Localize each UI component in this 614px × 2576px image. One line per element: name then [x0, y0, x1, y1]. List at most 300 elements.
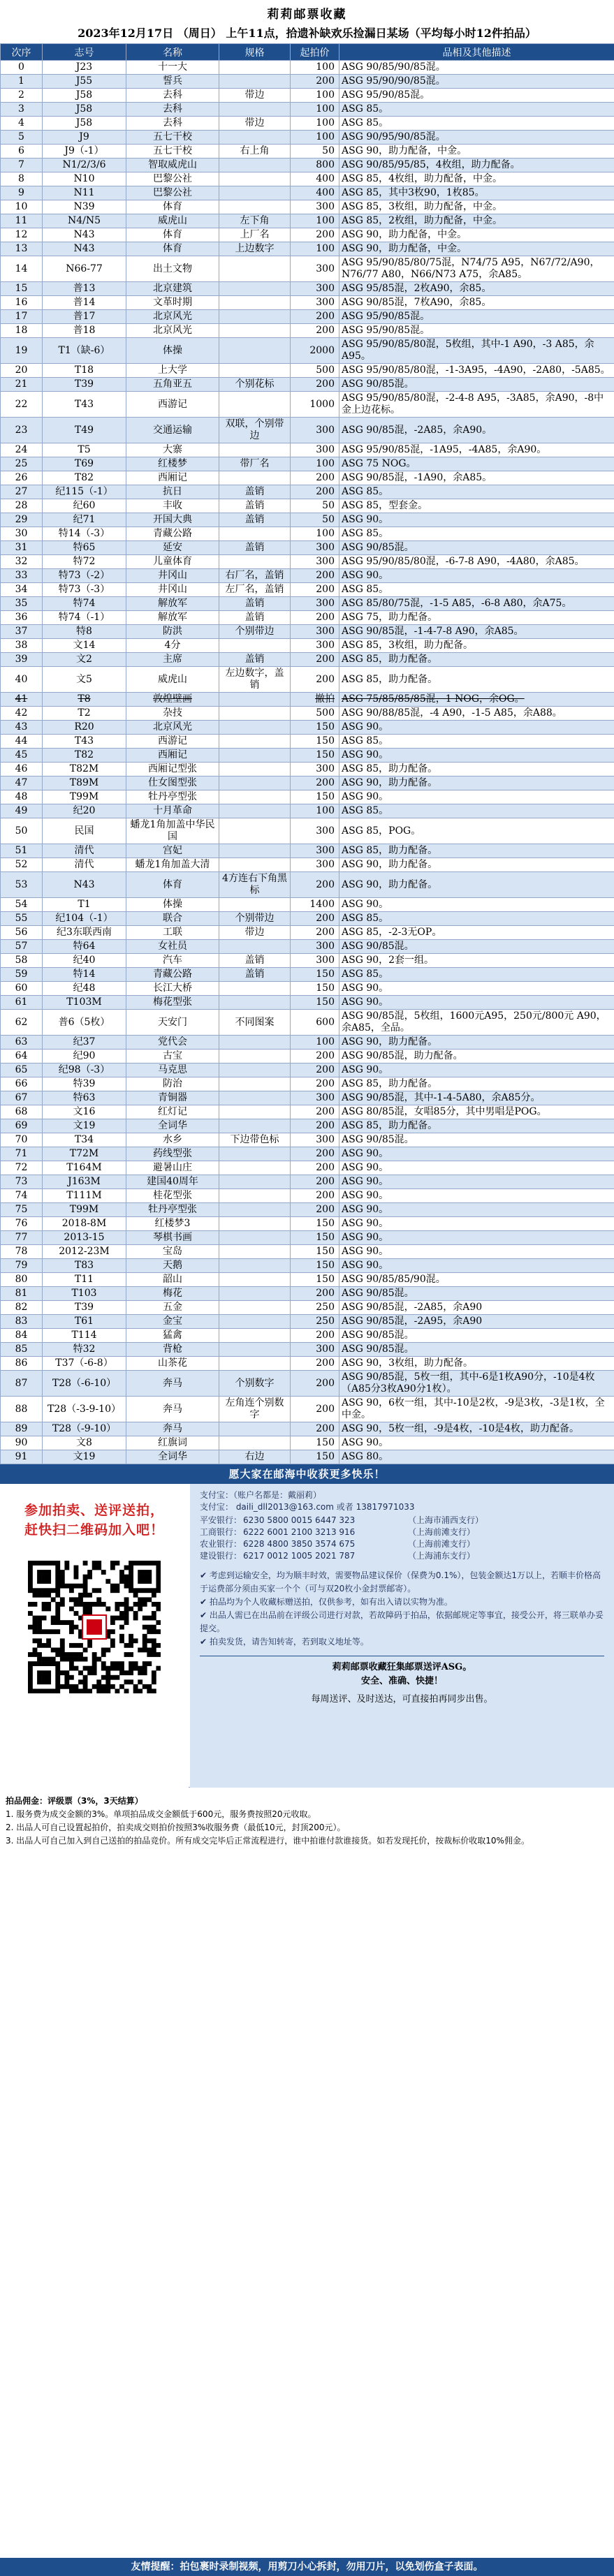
table-row — [1, 364, 614, 378]
lot-name: 五金 — [126, 1301, 219, 1315]
lot-start-price: 600 — [291, 1010, 339, 1036]
lot-number: 50 — [1, 818, 43, 844]
lot-number: 15 — [1, 282, 43, 296]
lot-catalog-id: T43 — [43, 392, 126, 418]
lot-name: 誓兵 — [126, 75, 219, 89]
column-header: 次序 — [1, 44, 43, 61]
lot-catalog-id: T114 — [43, 1329, 126, 1343]
table-row — [1, 1343, 614, 1357]
lot-description: ASG 90/85/95/85，4枚组，助力配备。 — [339, 159, 614, 172]
footer-item: 1. 服务费为成交金额的3%。单项拍品成交金额低于600元，服务费按照20元收取。 — [6, 1809, 316, 1819]
lot-number: 73 — [1, 1175, 43, 1189]
table-row — [1, 159, 614, 172]
lot-number: 67 — [1, 1091, 43, 1105]
lot-catalog-id: J9 — [43, 131, 126, 145]
lot-number: 72 — [1, 1161, 43, 1175]
bank-account: 6217 0012 1005 2021 787 — [243, 1551, 356, 1561]
lot-start-price: 300 — [291, 418, 339, 443]
lot-start-price: 300 — [291, 818, 339, 844]
qr-code-icon[interactable] — [28, 1561, 161, 1693]
notes-list — [190, 1562, 614, 1649]
lot-name: 北京风光 — [126, 721, 219, 735]
lot-start-price: 150 — [291, 1450, 339, 1464]
lot-number: 33 — [1, 569, 43, 583]
table-row — [1, 296, 614, 310]
lot-description: ASG 80/85混，女唱85分，其中男唱是POG。 — [339, 1105, 614, 1119]
lot-spec — [219, 940, 291, 954]
footer-items — [6, 1808, 608, 1848]
lot-number: 63 — [1, 1036, 43, 1050]
lot-description: ASG 85。 — [339, 103, 614, 117]
lot-start-price: 200 — [291, 471, 339, 485]
lot-name: 主席 — [126, 653, 219, 667]
lot-name: 井冈山 — [126, 569, 219, 583]
lot-description: ASG 95/90/85/80/75混，N74/75 A95，N67/72/A90，N76/77 A80，N66/N73 A75，余A85。 — [339, 256, 614, 282]
lot-description: ASG 90。 — [339, 898, 614, 912]
lot-number: 60 — [1, 982, 43, 996]
lot-spec: 左边数字，盖销 — [219, 667, 291, 693]
lot-spec: 下边带色标 — [219, 1133, 291, 1147]
lot-name: 上大学 — [126, 364, 219, 378]
lot-number: 35 — [1, 597, 43, 611]
lot-catalog-id: T89M — [43, 777, 126, 790]
table-row — [1, 667, 614, 693]
lot-description: ASG 90/85混，-1-4-7-8 A90，余A85。 — [339, 625, 614, 639]
info-section — [0, 1484, 614, 1788]
table-row — [1, 1436, 614, 1450]
lot-number: 68 — [1, 1105, 43, 1119]
lot-spec — [219, 1189, 291, 1203]
lot-number: 12 — [1, 228, 43, 242]
lot-catalog-id: 纪20 — [43, 804, 126, 818]
lot-start-price: 100 — [291, 117, 339, 131]
lot-name: 杂技 — [126, 707, 219, 721]
lot-number: 20 — [1, 364, 43, 378]
lot-description: ASG 90。 — [339, 790, 614, 804]
lot-description: ASG 90。 — [339, 749, 614, 763]
lot-number: 37 — [1, 625, 43, 639]
bank-name: 建设银行： — [200, 1551, 242, 1561]
lot-catalog-id: T61 — [43, 1315, 126, 1329]
lot-number: 56 — [1, 926, 43, 940]
lot-description: ASG 90。 — [339, 569, 614, 583]
lot-spec — [219, 1301, 291, 1315]
lot-number: 34 — [1, 583, 43, 597]
table-row — [1, 858, 614, 872]
lot-catalog-id: T34 — [43, 1133, 126, 1147]
table-row — [1, 200, 614, 214]
lot-start-price: 200 — [291, 378, 339, 392]
lot-spec — [219, 1259, 291, 1273]
lot-description: ASG 90。 — [339, 1259, 614, 1273]
lot-description: ASG 95/90/85混。 — [339, 324, 614, 338]
lot-name: 药线型张 — [126, 1147, 219, 1161]
table-row — [1, 485, 614, 499]
lot-name: 解放军 — [126, 597, 219, 611]
lot-description: ASG 95/90/85混。 — [339, 89, 614, 103]
lot-spec — [219, 996, 291, 1010]
lot-spec — [219, 103, 291, 117]
lot-start-price: 200 — [291, 1397, 339, 1422]
lot-description: ASG 90/85混。 — [339, 378, 614, 392]
lot-table-body — [1, 61, 614, 1464]
lot-number: 1 — [1, 75, 43, 89]
lot-catalog-id: 纪115（-1） — [43, 485, 126, 499]
table-row — [1, 1105, 614, 1119]
lot-spec — [219, 1036, 291, 1050]
lot-number: 27 — [1, 485, 43, 499]
lot-spec — [219, 1231, 291, 1245]
lot-name: 体育 — [126, 242, 219, 256]
table-row — [1, 1189, 614, 1203]
lot-start-price: 200 — [291, 583, 339, 597]
lot-description: ASG 90。 — [339, 982, 614, 996]
lot-catalog-id: T83 — [43, 1259, 126, 1273]
footer-title: 拍品佣金：评级票（3%，3天结算） — [6, 1796, 143, 1806]
table-row — [1, 1329, 614, 1343]
lot-number: 11 — [1, 214, 43, 228]
lot-description: ASG 90，5枚一组，-9是4枚，-10是4枚，助力配备。 — [339, 1422, 614, 1436]
lot-catalog-id: 文8 — [43, 1436, 126, 1450]
lot-start-price: 300 — [291, 200, 339, 214]
lot-spec — [219, 1050, 291, 1063]
lot-description: ASG 85。 — [339, 804, 614, 818]
lot-name: 蟠龙1角加盖中华民国 — [126, 818, 219, 844]
lot-name: 红楼梦3 — [126, 1217, 219, 1231]
lot-number: 28 — [1, 499, 43, 513]
table-row — [1, 735, 614, 749]
lot-catalog-id: 文19 — [43, 1450, 126, 1464]
lot-spec — [219, 1287, 291, 1301]
lot-catalog-id: 普17 — [43, 310, 126, 324]
table-row — [1, 186, 614, 200]
lot-description: ASG 95/85混，2枚A90，余85。 — [339, 282, 614, 296]
lot-number: 58 — [1, 954, 43, 968]
lot-catalog-id: 2013-15 — [43, 1231, 126, 1245]
lot-name: 去科 — [126, 103, 219, 117]
lot-start-price: 2000 — [291, 338, 339, 364]
lot-catalog-id: T8 — [43, 693, 126, 707]
lot-catalog-id: 纪104（-1） — [43, 912, 126, 926]
lot-description: ASG 80。 — [339, 1450, 614, 1464]
lot-description: ASG 90/85混。 — [339, 940, 614, 954]
lot-name: 琴棋书画 — [126, 1231, 219, 1245]
lot-start-price: 200 — [291, 485, 339, 499]
lot-name: 山茶花 — [126, 1357, 219, 1371]
lot-name: 西游记 — [126, 735, 219, 749]
table-row — [1, 1371, 614, 1397]
lot-name: 奔马 — [126, 1422, 219, 1436]
table-row — [1, 1010, 614, 1036]
lot-description: ASG 85，助力配备。 — [339, 763, 614, 777]
table-row — [1, 569, 614, 583]
footer-item: 2. 出品人可自己设置起拍价，拍卖成交则拍价按照3%收服务费（最低10元，封顶200元）。 — [6, 1823, 346, 1832]
lot-name: 体育 — [126, 200, 219, 214]
sign-line-2: 安全、准确、快捷！ — [360, 1676, 443, 1686]
table-row — [1, 117, 614, 131]
table-row — [1, 1397, 614, 1422]
lot-description: ASG 90。 — [339, 1063, 614, 1077]
lot-number: 88 — [1, 1397, 43, 1422]
lot-spec — [219, 777, 291, 790]
table-row — [1, 1245, 614, 1259]
lot-start-price: 100 — [291, 242, 339, 256]
lot-spec — [219, 61, 291, 75]
lot-start-price: 200 — [291, 1147, 339, 1161]
bank-row — [200, 1515, 614, 1526]
lot-start-price: 200 — [291, 1422, 339, 1436]
sign-line-1: 莉莉邮票收藏狂集邮票送评ASG。 — [332, 1662, 472, 1672]
table-row — [1, 338, 614, 364]
lot-spec — [219, 324, 291, 338]
lot-spec — [219, 790, 291, 804]
lot-start-price: 200 — [291, 1119, 339, 1133]
lot-catalog-id: T82 — [43, 749, 126, 763]
lot-number: 48 — [1, 790, 43, 804]
lot-start-price: 200 — [291, 75, 339, 89]
lot-number: 52 — [1, 858, 43, 872]
lot-start-price: 150 — [291, 968, 339, 982]
lot-start-price: 500 — [291, 707, 339, 721]
table-row — [1, 996, 614, 1010]
note-item: ✔ 拍品均为个人收藏标赠送拍，仅供参考，如有出入请以实物为准。 — [200, 1597, 453, 1607]
lot-start-price: 100 — [291, 804, 339, 818]
lot-number: 75 — [1, 1203, 43, 1217]
lot-spec: 右厂名，盖销 — [219, 569, 291, 583]
lot-spec — [219, 639, 291, 653]
lot-start-price: 200 — [291, 1329, 339, 1343]
lot-description: ASG 90/85/85/90混。 — [339, 1273, 614, 1287]
lot-catalog-id: J9（-1） — [43, 145, 126, 159]
lot-start-price: 200 — [291, 912, 339, 926]
lot-spec: 上厂名 — [219, 228, 291, 242]
lot-catalog-id: 特14 — [43, 968, 126, 982]
lot-description: ASG 85，3枚组，助力配备。 — [339, 639, 614, 653]
lot-number: 81 — [1, 1287, 43, 1301]
lot-description: ASG 85。 — [339, 485, 614, 499]
lot-catalog-id: 特39 — [43, 1077, 126, 1091]
table-row — [1, 763, 614, 777]
lot-description: ASG 90。 — [339, 1147, 614, 1161]
lot-description: ASG 90，2套一组。 — [339, 954, 614, 968]
lot-start-price: 200 — [291, 1371, 339, 1397]
lot-spec: 左角连个别数字 — [219, 1397, 291, 1422]
lot-catalog-id: N1/2/3/6 — [43, 159, 126, 172]
lot-start-price: 150 — [291, 1245, 339, 1259]
lot-number: 14 — [1, 256, 43, 282]
lot-catalog-id: 特14（-3） — [43, 527, 126, 541]
lot-number: 51 — [1, 844, 43, 858]
lot-description: ASG 75/85/85/85混，1 NOG，余OG。 — [339, 693, 614, 707]
lot-start-price: 100 — [291, 103, 339, 117]
lot-description: ASG 95/90/85/80混，-2-4-8 A95，-3A85，余A90，-8中金上边花标。 — [339, 392, 614, 418]
lot-number: 41 — [1, 693, 43, 707]
lot-catalog-id: 纪40 — [43, 954, 126, 968]
lot-spec — [219, 707, 291, 721]
lot-name: 巴黎公社 — [126, 186, 219, 200]
lot-description: ASG 90，助力配备。 — [339, 858, 614, 872]
lot-number: 30 — [1, 527, 43, 541]
lot-spec — [219, 159, 291, 172]
table-row — [1, 103, 614, 117]
column-header: 名称 — [126, 44, 219, 61]
table-row — [1, 749, 614, 763]
lot-spec — [219, 858, 291, 872]
lot-name: 背枪 — [126, 1343, 219, 1357]
bank-row — [200, 1526, 614, 1538]
lot-start-price: 撤拍 — [291, 693, 339, 707]
lot-number: 65 — [1, 1063, 43, 1077]
lot-spec: 盖销 — [219, 499, 291, 513]
table-row — [1, 378, 614, 392]
lot-start-price: 150 — [291, 1273, 339, 1287]
lot-spec — [219, 1091, 291, 1105]
lot-description: ASG 90。 — [339, 513, 614, 527]
lot-number: 66 — [1, 1077, 43, 1091]
lot-name: 西厢记型张 — [126, 763, 219, 777]
lot-catalog-id: T99M — [43, 1203, 126, 1217]
lot-number: 59 — [1, 968, 43, 982]
lot-description: ASG 85，2枚组，助力配备，中金。 — [339, 214, 614, 228]
lot-number: 40 — [1, 667, 43, 693]
lot-name: 党代会 — [126, 1036, 219, 1050]
lot-description: ASG 90，助力配备，中金。 — [339, 228, 614, 242]
lot-spec — [219, 898, 291, 912]
bank-branch: （上海浦东支行） — [408, 1551, 476, 1561]
lot-start-price: 300 — [291, 858, 339, 872]
lot-description: ASG 90/85混，5枚一组，其中-6是1枚A90分，-10是4枚（A85分3枚A90分1枚）。 — [339, 1371, 614, 1397]
lot-number: 16 — [1, 296, 43, 310]
lot-spec — [219, 392, 291, 418]
table-row — [1, 1077, 614, 1091]
table-row — [1, 940, 614, 954]
lot-start-price: 50 — [291, 513, 339, 527]
lot-name: 体育 — [126, 228, 219, 242]
lot-start-price: 300 — [291, 954, 339, 968]
lot-description: ASG 85。 — [339, 912, 614, 926]
lot-catalog-id: 普13 — [43, 282, 126, 296]
lot-name: 延安 — [126, 541, 219, 555]
lot-catalog-id: 文14 — [43, 639, 126, 653]
lot-number: 10 — [1, 200, 43, 214]
lot-spec — [219, 1147, 291, 1161]
table-row — [1, 418, 614, 443]
lot-start-price: 150 — [291, 1231, 339, 1245]
lot-catalog-id: 特32 — [43, 1343, 126, 1357]
lot-catalog-id: 特72 — [43, 555, 126, 569]
lot-catalog-id: T72M — [43, 1147, 126, 1161]
lot-start-price: 200 — [291, 1077, 339, 1091]
lot-number: 43 — [1, 721, 43, 735]
table-row — [1, 1259, 614, 1273]
lot-start-price: 200 — [291, 228, 339, 242]
table-row — [1, 471, 614, 485]
lot-name: 去科 — [126, 117, 219, 131]
lot-name: 青铜器 — [126, 1091, 219, 1105]
lot-catalog-id: 特73（-2） — [43, 569, 126, 583]
page-title: 莉莉邮票收藏 — [267, 8, 347, 22]
lot-spec — [219, 527, 291, 541]
lot-description: ASG 95/90/85混，-1A95，-4A85，余A90。 — [339, 443, 614, 457]
lot-number: 69 — [1, 1119, 43, 1133]
lot-spec: 带边 — [219, 89, 291, 103]
table-row — [1, 954, 614, 968]
lot-description: ASG 90。 — [339, 996, 614, 1010]
lot-spec — [219, 1217, 291, 1231]
lot-start-price: 300 — [291, 1091, 339, 1105]
lot-catalog-id: T28（-6-10） — [43, 1371, 126, 1397]
lot-name: 去科 — [126, 89, 219, 103]
lot-spec — [219, 310, 291, 324]
lot-description: ASG 90/85混，助力配备。 — [339, 1050, 614, 1063]
promo-panel — [0, 1484, 189, 1788]
sign-box — [200, 1656, 604, 1707]
table-row — [1, 804, 614, 818]
lot-spec: 盖销 — [219, 597, 291, 611]
table-row — [1, 499, 614, 513]
lot-name: 宫妃 — [126, 844, 219, 858]
lot-start-price: 150 — [291, 982, 339, 996]
lot-name: 建国40周年 — [126, 1175, 219, 1189]
lot-start-price: 250 — [291, 1301, 339, 1315]
lot-start-price: 200 — [291, 1203, 339, 1217]
lot-number: 9 — [1, 186, 43, 200]
lot-spec — [219, 338, 291, 364]
lot-name: 牡丹亭型张 — [126, 790, 219, 804]
table-row — [1, 1063, 614, 1077]
lot-description: ASG 85，助力配备。 — [339, 1119, 614, 1133]
lot-spec: 盖销 — [219, 968, 291, 982]
lot-spec — [219, 1161, 291, 1175]
lot-start-price: 50 — [291, 145, 339, 159]
greeting-banner: 愿大家在邮海中收获更多快乐！ — [0, 1464, 614, 1484]
lot-description: ASG 90/85混。 — [339, 1287, 614, 1301]
bank-row — [200, 1550, 614, 1562]
lot-catalog-id: 纪98（-3） — [43, 1063, 126, 1077]
lot-start-price: 200 — [291, 653, 339, 667]
lot-number: 49 — [1, 804, 43, 818]
lot-number: 74 — [1, 1189, 43, 1203]
lot-number: 38 — [1, 639, 43, 653]
table-row — [1, 926, 614, 940]
lot-start-price: 1000 — [291, 392, 339, 418]
lot-start-price: 150 — [291, 749, 339, 763]
lot-start-price: 300 — [291, 256, 339, 282]
lot-name: 体操 — [126, 338, 219, 364]
lot-catalog-id: T28（-9-10） — [43, 1422, 126, 1436]
lot-name: 十月革命 — [126, 804, 219, 818]
table-row — [1, 256, 614, 282]
lot-catalog-id: 特65 — [43, 541, 126, 555]
lot-catalog-id: J163M — [43, 1175, 126, 1189]
lot-description: ASG 90/85混。 — [339, 1329, 614, 1343]
lot-start-price: 200 — [291, 1287, 339, 1301]
lot-description: ASG 90/85混。 — [339, 541, 614, 555]
lot-name: 天鹅 — [126, 1259, 219, 1273]
lot-name: 蟠龙1角加盖大清 — [126, 858, 219, 872]
lot-description: ASG 95/90/85/80混，-6-7-8 A90，-4A80，余A85。 — [339, 555, 614, 569]
table-row — [1, 707, 614, 721]
lot-catalog-id: 普6（5枚） — [43, 1010, 126, 1036]
lot-start-price: 200 — [291, 1105, 339, 1119]
lot-description: ASG 85。 — [339, 117, 614, 131]
table-row — [1, 443, 614, 457]
bank-row — [200, 1538, 614, 1550]
lot-catalog-id: T103M — [43, 996, 126, 1010]
lot-description: ASG 85。 — [339, 735, 614, 749]
lot-number: 83 — [1, 1315, 43, 1329]
lot-number: 29 — [1, 513, 43, 527]
